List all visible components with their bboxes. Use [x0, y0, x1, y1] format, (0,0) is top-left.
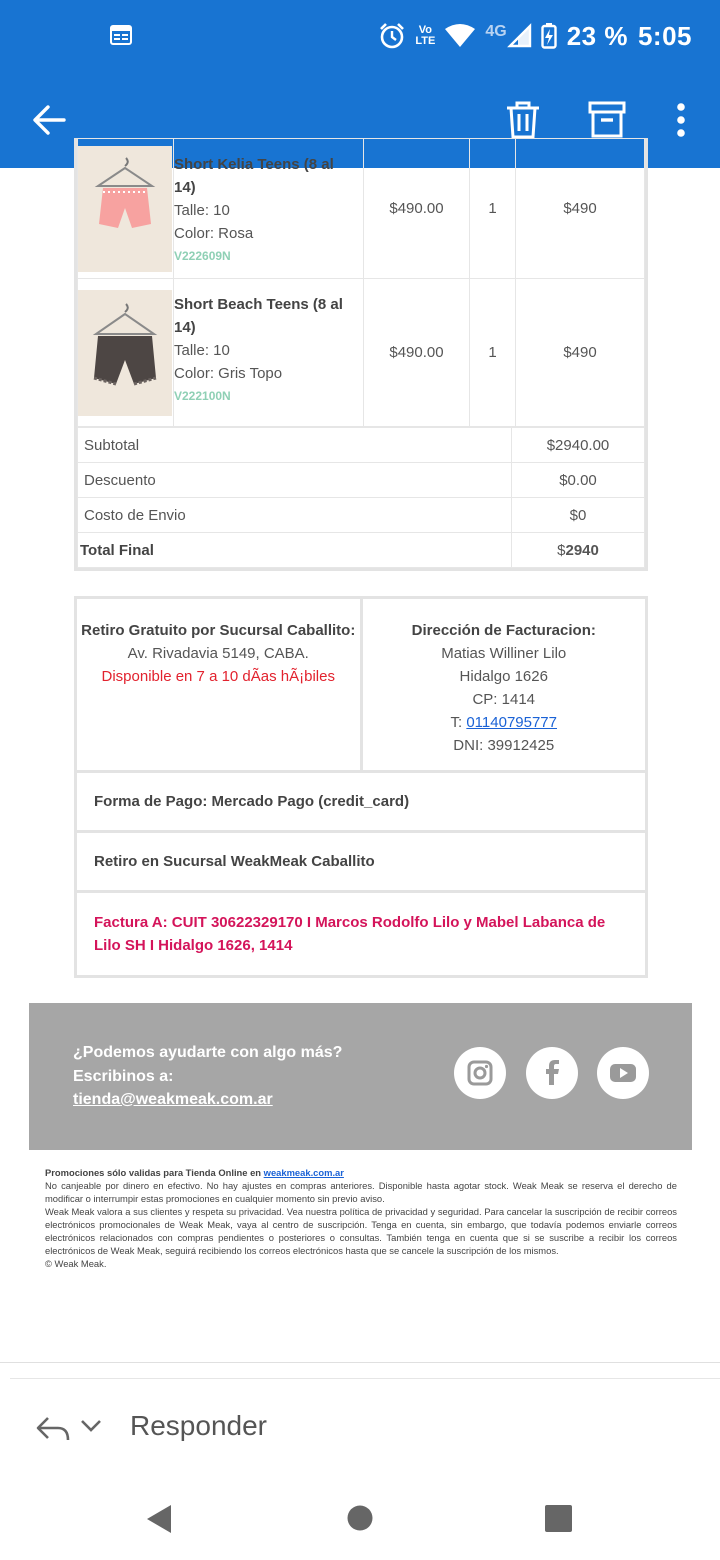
email-body: [0, 156, 720, 1363]
summary-row-total: [78, 533, 645, 568]
reply-bar[interactable]: [0, 1380, 720, 1475]
summary-row-shipping: [78, 498, 645, 533]
help-write-us: Escribinos a:: [73, 1067, 174, 1085]
shipping-label: Costo de Envio: [78, 498, 512, 533]
pickup-availability: Disponible en 7 a 10 dÃas hÃ¡biles: [101, 668, 335, 685]
system-nav-bar: [0, 1475, 720, 1560]
billing-phone-line: T: 01140795777: [450, 714, 557, 731]
clock: 5:05: [637, 20, 692, 51]
summary-row-subtotal: [78, 428, 645, 463]
chevron-down-icon[interactable]: [80, 1418, 102, 1434]
nav-recents-icon[interactable]: [545, 1505, 572, 1532]
discount-label: Descuento: [78, 463, 512, 498]
billing-street: Hidalgo 1626: [459, 668, 548, 685]
support-email-link[interactable]: tienda@weakmeak.com.ar: [73, 1091, 273, 1108]
battery-charging-icon: [541, 23, 557, 49]
archive-icon[interactable]: [588, 101, 626, 139]
order-summary: [77, 427, 645, 568]
back-arrow-icon[interactable]: [30, 100, 70, 140]
product-image[interactable]: [78, 290, 172, 416]
pickup-info: [77, 599, 360, 770]
product-color: Color: Rosa: [174, 225, 254, 242]
billing-title: Dirección de Facturacion:: [411, 622, 596, 639]
billing-name: Matias Williner Lilo: [441, 645, 567, 662]
product-name[interactable]: Short Kelia Teens (8 al 14): [174, 156, 334, 196]
product-size: Talle: 10: [174, 342, 230, 359]
facebook-button[interactable]: [526, 1047, 578, 1099]
product-line-total: $490: [516, 139, 645, 279]
help-footer: [29, 1003, 692, 1150]
nav-back-icon[interactable]: [146, 1504, 172, 1534]
total-value: $2940: [512, 533, 645, 568]
total-label: Total Final: [78, 533, 512, 568]
battery-percent: 23 %: [566, 20, 628, 51]
more-vert-icon[interactable]: [668, 102, 694, 138]
pickup-store: Retiro en Sucursal WeakMeak Caballito: [77, 833, 645, 893]
product-color: Color: Gris Topo: [174, 365, 283, 382]
table-row: [78, 279, 645, 427]
discount-value: $0.00: [512, 463, 645, 498]
summary-row-discount: [78, 463, 645, 498]
legal-paragraph: No canjeable por dinero en efectivo. No hay ajustes en compras anteriores. Disponible hasta agotar stock. Weak Meak se reserva el derecho de modificar o interrumpir estas promociones en cualquier momento sin previo aviso.: [45, 1180, 677, 1204]
product-sku: V222609N: [174, 249, 231, 263]
instagram-button[interactable]: [454, 1047, 506, 1099]
subtotal-label: Subtotal: [78, 428, 512, 463]
shipping-billing-box: [74, 596, 648, 978]
legal-text: Promociones sólo validas para Tienda Online en weakmeak.com.ar No canjeable por dinero en efectivo. No hay ajustes en compras anteriores. Disponible hasta agotar stock. Weak Meak se reserva el derecho de modificar o interrumpir estas promociones en cualquier momento sin previo aviso. Weak Meak valora a sus clientes y respeta su privacidad. Vea nuestra política de privacidad y seguridad. Para cancelar la suscripción de recibir correos electrónicos promocionales de Weak Meak, vaya al centro de suscripción. Tenga en cuenta, sin embargo, que todavía podemos enviarle correos electrónicos relacionados con compras pendientes o posteriores o consultas. También tenga en cuenta que si se suscribe a recibir los correos electrónicos de Weak Meak, seguirá recibiendo los correos electrónicos hasta que se cancele la suscripción de los mismos. © Weak Meak.: [45, 1167, 677, 1269]
copyright: © Weak Meak.: [45, 1258, 107, 1269]
product-size: Talle: 10: [174, 202, 230, 219]
wifi-icon: [445, 24, 475, 48]
billing-cp: CP: 1414: [472, 691, 536, 708]
billing-info: [360, 599, 646, 770]
network-type: 4G: [485, 23, 507, 40]
invoice-info: Factura A: CUIT 30622329170 I Marcos Rodolfo Lilo y Mabel Labanca de Lilo SH I Hidalgo 1626, 1414: [94, 914, 606, 954]
trash-icon[interactable]: [505, 101, 541, 139]
billing-dni: DNI: 39912425: [453, 737, 555, 754]
nav-home-icon[interactable]: [347, 1505, 373, 1531]
pickup-address: Av. Rivadavia 5149, CABA.: [127, 645, 309, 662]
product-sku: V222100N: [174, 389, 231, 403]
volte-indicator: Vo LTE: [415, 24, 436, 47]
divider: [10, 1378, 720, 1379]
product-quantity: 1: [470, 139, 516, 279]
pickup-title: Retiro Gratuito por Sucursal Caballito:: [81, 622, 356, 639]
legal-paragraph: Weak Meak valora a sus clientes y respeta su privacidad. Vea nuestra política de privacidad y seguridad. Para cancelar la suscripción de recibir correos electrónicos promocionales de Weak Meak, vaya al centro de suscripción. Tenga en cuenta, sin embargo, que todavía podemos enviarle correos electrónicos relacionados con compras pendientes o posteriores o consultas. También tenga en cuenta que si se suscribe a recibir los correos electrónicos de Weak Meak, seguirá recibiendo los correos electrónicos hasta que se cancele la suscripción de los mismos.: [45, 1206, 677, 1256]
product-unit-price: $490.00: [364, 279, 470, 427]
product-name[interactable]: Short Beach Teens (8 al 14): [174, 296, 343, 336]
calendar-notification-icon: [110, 24, 132, 46]
payment-method: Forma de Pago: Mercado Pago (credit_card): [77, 773, 645, 833]
reply-label[interactable]: Responder: [130, 1410, 267, 1441]
hanger-shorts-image: [78, 146, 172, 272]
order-table: [74, 138, 648, 571]
store-link[interactable]: weakmeak.com.ar: [263, 1167, 344, 1178]
alarm-icon: [379, 23, 405, 49]
youtube-button[interactable]: [597, 1047, 649, 1099]
status-bar: [0, 0, 720, 70]
reply-icon[interactable]: [36, 1416, 70, 1442]
table-row: [78, 139, 645, 279]
shipping-value: $0: [512, 498, 645, 533]
divider: [0, 1362, 720, 1363]
hanger-shorts-image: [78, 290, 172, 416]
product-quantity: 1: [470, 279, 516, 427]
product-unit-price: $490.00: [364, 139, 470, 279]
subtotal-value: $2940.00: [512, 428, 645, 463]
phone-link[interactable]: 01140795777: [466, 714, 557, 731]
product-line-total: $490: [516, 279, 645, 427]
facebook-icon: [526, 1047, 578, 1099]
instagram-icon: [454, 1047, 506, 1099]
help-question: ¿Podemos ayudarte con algo más?: [73, 1044, 343, 1061]
product-image[interactable]: [78, 146, 172, 272]
youtube-icon: [597, 1047, 649, 1099]
signal-icon: [509, 25, 531, 47]
